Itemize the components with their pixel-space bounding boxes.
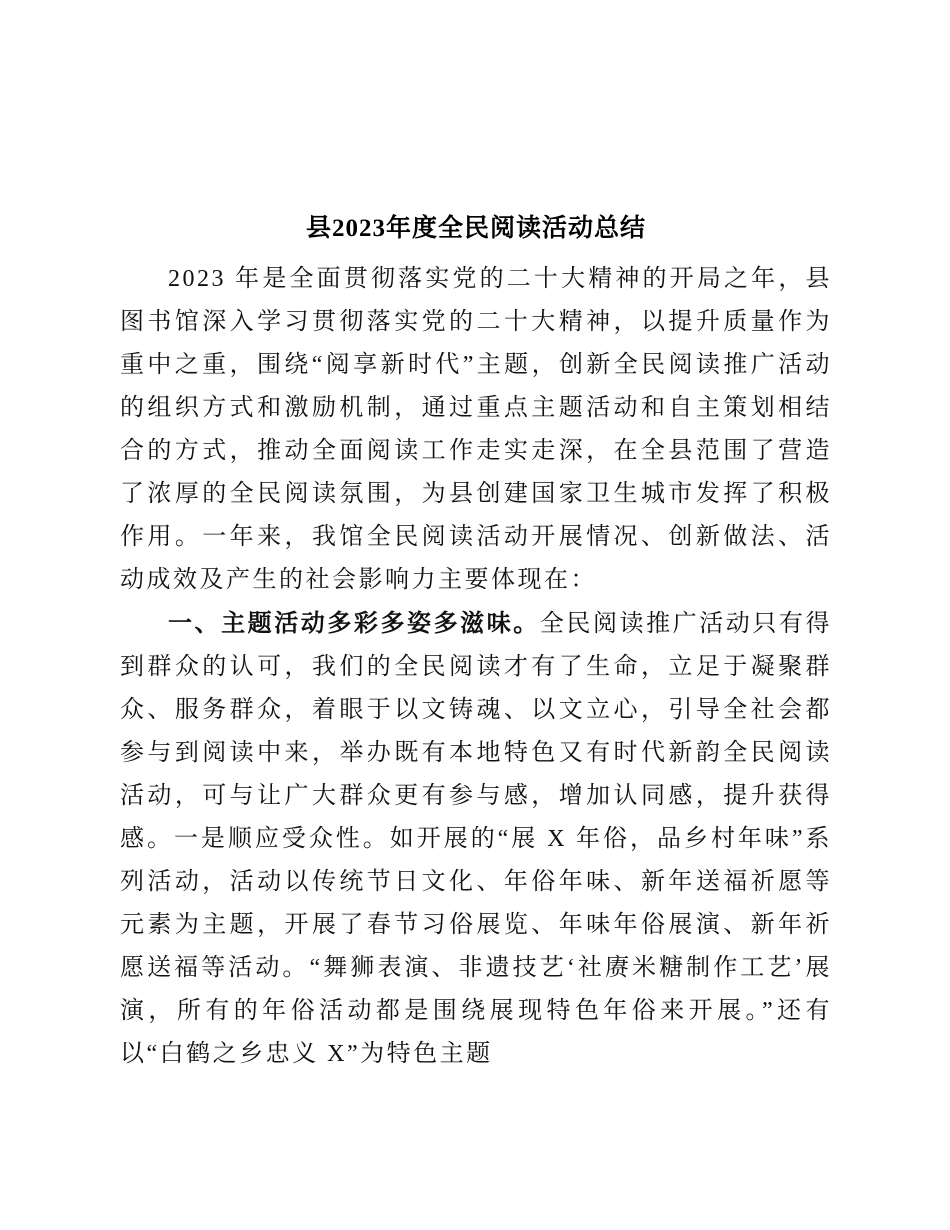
paragraph-intro: 2023 年是全面贯彻落实党的二十大精神的开局之年，县图书馆深入学习贯彻落实党的二十大精神，以提升质量作为重中之重，围绕“阅享新时代”主题，创新全民阅读推广活动的组织方式和激励机制，通过重点主题活动和自主策划相结合的方式，推动全面阅读工作走实走深，在全县范围了营造了浓厚的全民阅读氛围，为县创建国家卫生城市发挥了积极作用。一年来，我馆全民阅读活动开展情况、创新做法、活动成效及产生的社会影响力主要体现在：: [120, 266, 832, 593]
section-1-heading: 一、主题活动多彩多姿多滋味。: [168, 610, 540, 637]
section-1-text: 全民阅读推广活动只有得到群众的认可，我们的全民阅读才有了生命，立足于凝聚群众、服务群众，着眼于以文铸魂、以文立心，引导全社会都参与到阅读中来，举办既有本地特色又有时代新韵全民阅读活动，可与让广大群众更有参与感，增加认同感，提升获得感。一是顺应受众性。如开展的“展 X 年俗，品乡村年味”系列活动，活动以传统节日文化、年俗年味、新年送福祈愿等元素为主题，开展了春节习俗展览、年味年俗展演、新年祈愿送福等活动。“舞狮表演、非遗技艺‘社赓米糖制作工艺’展演，所有的年俗活动都是围绕展现特色年俗来开展。”还有以“白鹤之乡忠义 X”为特色主题: [120, 611, 832, 1067]
paragraph-section-1: [120, 602, 832, 1076]
document-title: 县2023年度全民阅读活动总结: [305, 215, 646, 242]
